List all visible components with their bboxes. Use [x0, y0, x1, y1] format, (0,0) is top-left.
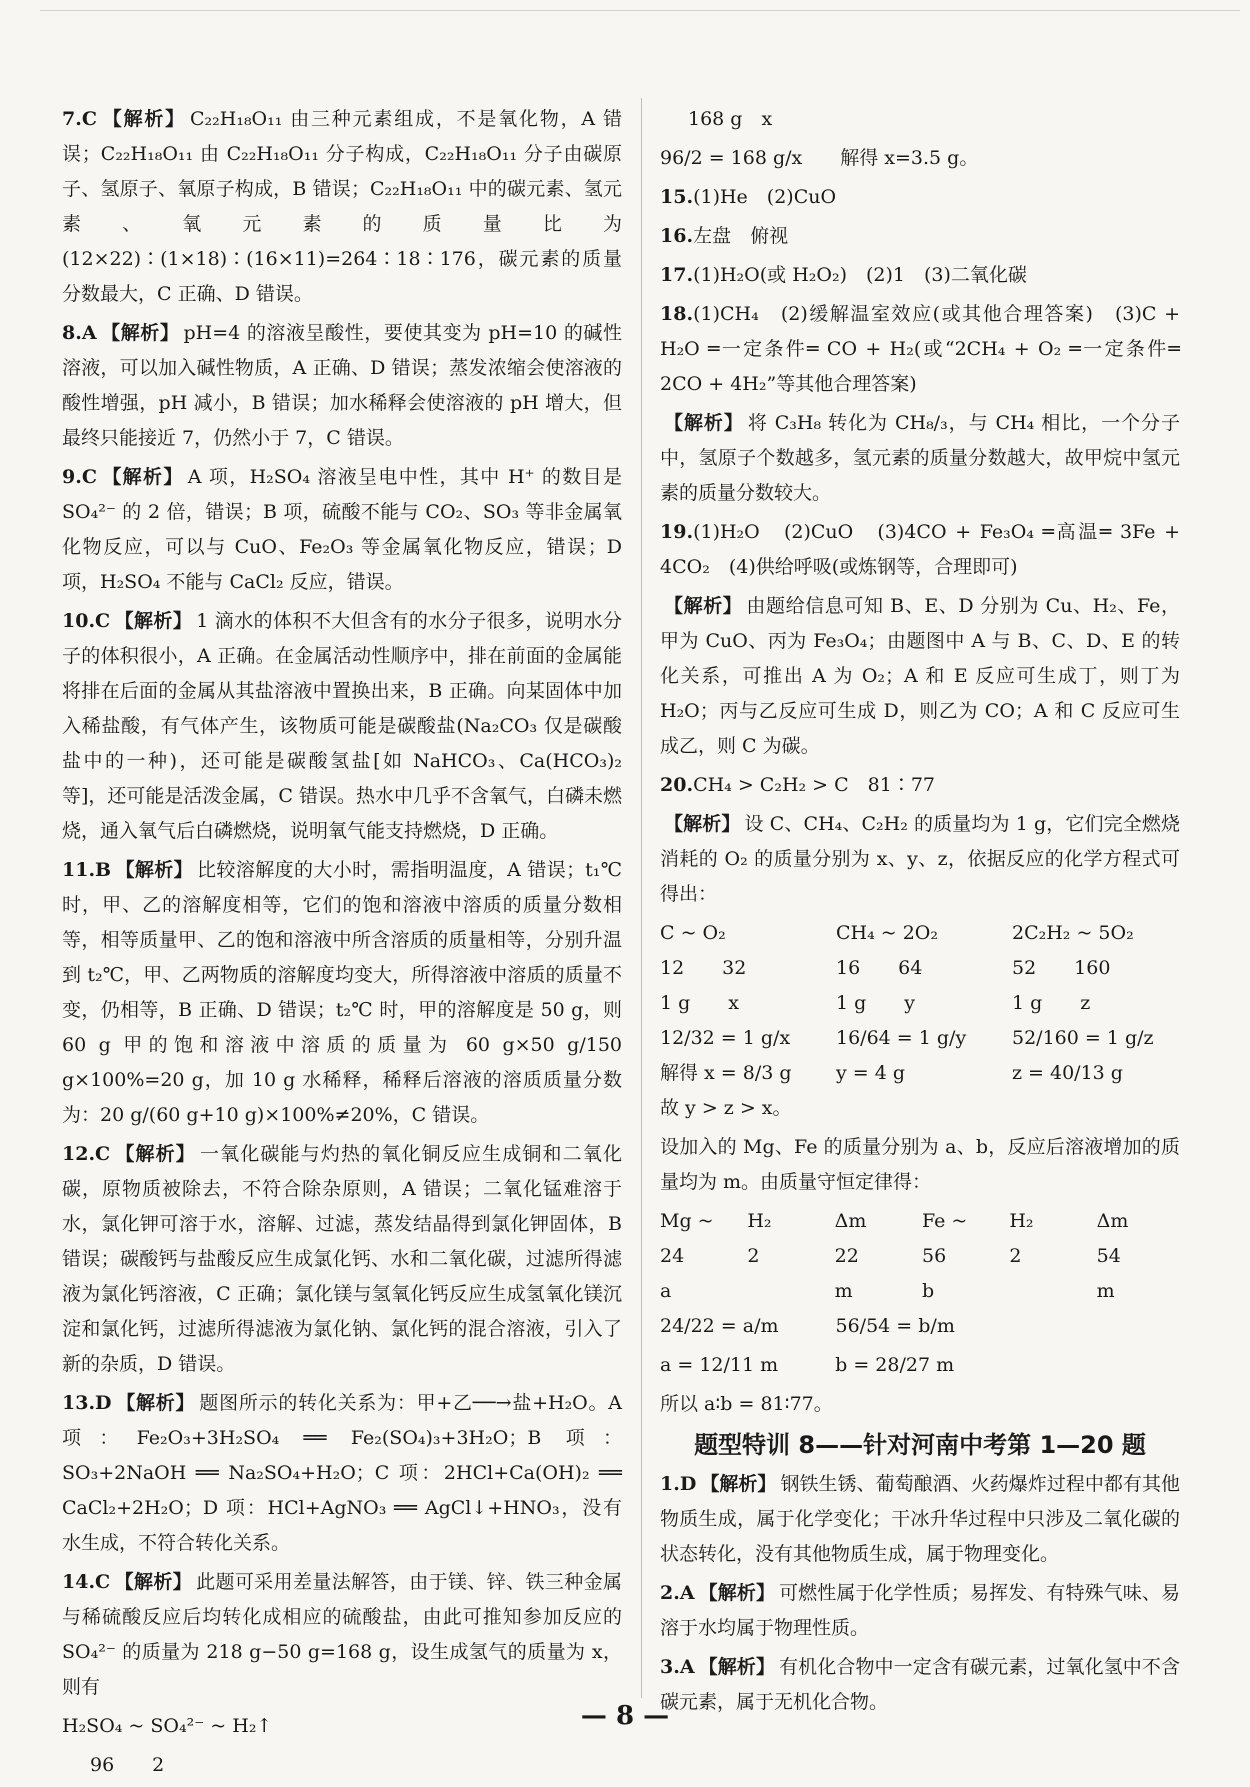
calc-cell: z = 40/13 g: [1012, 1062, 1123, 1084]
calc-cell: 1 g x: [660, 992, 740, 1014]
calc-cell: m: [1096, 1280, 1115, 1302]
calc-cell: Mg ~: [660, 1210, 714, 1232]
calc-cell: [747, 1274, 830, 1309]
calc-cell: 12/32 = 1 g/x: [660, 1027, 791, 1049]
calc-cell: 解得 x = 8/3 g: [660, 1062, 792, 1084]
calc-cell: Fe ~: [922, 1210, 968, 1232]
mg-fe-intro: 设加入的 Mg、Fe 的质量分别为 a、b，反应后溶液增加的质量均为 m。由质量守恒定律得：: [660, 1136, 1180, 1193]
calc-cell: 2C₂H₂ ~ 5O₂: [1012, 922, 1134, 944]
page-number: — 8 —: [580, 1701, 670, 1731]
mg-fe-equation-2: a = 12/11 m b = 28/27 m: [660, 1354, 955, 1376]
answer-20: 20.CH₄ > C₂H₂ > C 81∶77: [660, 774, 936, 796]
calc-cell: m: [834, 1280, 853, 1302]
answer-15: 15.(1)He (2)CuO: [660, 186, 837, 208]
calc-cell: Δm: [834, 1210, 867, 1232]
conclusion-20: 故 y > z > x。: [660, 1097, 792, 1119]
answer-18: 18.(1)CH₄ (2)缓解温室效应(或其他合理答案) (3)C + H₂O ═一定条件═ CO + H₂(或“2CH₄ + O₂ ═一定条件═ 2CO + 4H₂”等其他合理答案): [660, 303, 1180, 395]
analysis-20: 【解析】 设 C、CH₄、C₂H₂ 的质量均为 1 g，它们完全燃烧消耗的 O₂ 的质量分别为 x、y、z，依据反应的化学方程式可得出：: [660, 813, 1180, 905]
calc-cell: [1009, 1274, 1092, 1309]
section-answer-3: 3.A 【解析】 有机化合物中一定含有碳元素，过氧化氢中不含碳元素，属于无机化合物。: [660, 1656, 1180, 1713]
calc-cell: 1 g z: [1012, 992, 1091, 1014]
column-divider: [641, 98, 642, 1698]
calc-cell: Δm: [1096, 1210, 1129, 1232]
calc-cell: y = 4 g: [836, 1062, 906, 1084]
mg-fe-table: [660, 1204, 1180, 1309]
calc-cell: 2: [747, 1245, 760, 1267]
analysis-19: 【解析】 由题给信息可知 B、E、D 分别为 Cu、H₂、Fe，甲为 CuO、丙为 Fe₃O₄；由题图中 A 与 B、C、D、E 的转化关系，可推出 A 为 O₂；A 和 E 反应可生成丁，则丁为 H₂O；丙与乙反应可生成 D，则乙为 CO；A 和 C 反应可生成乙，则 C 为碳。: [660, 595, 1180, 757]
left-column: [62, 102, 622, 1787]
calc-cell: 2: [1009, 1245, 1022, 1267]
calc-14-line3: 168 g x: [688, 108, 773, 130]
calc-cell: a: [660, 1280, 672, 1302]
answer-7: 7.C 【解析】 C₂₂H₁₈O₁₁ 由三种元素组成，不是氧化物，A 错误；C₂₂H₁₈O₁₁ 由 C₂₂H₁₈O₁₁ 分子构成，C₂₂H₁₈O₁₁ 分子由碳原子、氢原子、氧原子构成，B 错误；C₂₂H₁₈O₁₁ 中的碳元素、氢元素、氧元素的质量比为(12×22)∶(1×18)∶(16×11)=264∶18∶176，碳元素的质量分数最大，C 正确、D 错误。: [62, 108, 622, 305]
answer-13: 13.D 【解析】 题图所示的转化关系为：甲+乙──→盐+H₂O。A 项：Fe₂O₃+3H₂SO₄ ══ Fe₂(SO₄)₃+3H₂O；B 项：SO₃+2NaOH ══ Na₂SO₄+H₂O；C 项：2HCl+Ca(OH)₂ ══ CaCl₂+2H₂O；D 项：HCl+AgNO₃ ══ AgCl↓+HNO₃，没有水生成，不符合转化关系。: [62, 1392, 622, 1554]
section-title: 题型特训 8——针对河南中考第 1—20 题: [694, 1431, 1146, 1459]
answer-16: 16.左盘 俯视: [660, 225, 789, 247]
calc-cell: 16 64: [836, 957, 923, 979]
mg-fe-equation-1: 24/22 = a/m 56/54 = b/m: [660, 1315, 955, 1337]
calc-14-line4: 96/2 = 168 g/x 解得 x=3.5 g。: [660, 147, 979, 169]
answer-9: 9.C 【解析】 A 项，H₂SO₄ 溶液呈电中性，其中 H⁺ 的数目是 SO₄²⁻ 的 2 倍，错误；B 项，硫酸不能与 CO₂、SO₃ 等非金属氧化物反应，可以与 CuO、Fe₂O₃ 等金属氧化物反应，错误；D 项，H₂SO₄ 不能与 CaCl₂ 反应，错误。: [62, 466, 622, 593]
calc-cell: 12 32: [660, 957, 747, 979]
answer-14: 14.C 【解析】 此题可采用差量法解答，由于镁、锌、铁三种金属与稀硫酸反应后均转化成相应的硫酸盐，由此可推知参加反应的 SO₄²⁻ 的质量为 218 g−50 g=168 g，设生成氢气的质量为 x，则有: [62, 1571, 622, 1698]
analysis-18: 【解析】 将 C₃H₈ 转化为 CH₈/₃，与 CH₄ 相比，一个分子中，氢原子个数越多，氢元素的质量分数越大，故甲烷中氢元素的质量分数较大。: [660, 412, 1180, 504]
calc-cell: 16/64 = 1 g/y: [836, 1027, 967, 1049]
answer-10: 10.C 【解析】 1 滴水的体积不大但含有的水分子很多，说明水分子的体积很小，A 正确。在金属活动性顺序中，排在前面的金属能将排在后面的金属从其盐溶液中置换出来，B 正确。向某固体中加入稀盐酸，有气体产生，该物质可能是碳酸盐(Na₂CO₃ 仅是碳酸盐中的一种)，还可能是碳酸氢盐[如 NaHCO₃、Ca(HCO₃)₂ 等]，还可能是活泼金属，C 错误。热水中几乎不含氧气，白磷未燃烧，通入氧气后白磷燃烧，说明氧气能支持燃烧，D 正确。: [62, 610, 622, 842]
calc-cell: H₂: [747, 1210, 772, 1232]
calc-cell: 56: [922, 1245, 947, 1267]
answer-8: 8.A 【解析】 pH=4 的溶液呈酸性，要使其变为 pH=10 的碱性溶液，可以加入碱性物质，A 正确、D 错误；蒸发浓缩会使溶液的酸性增强，pH 减小，B 错误；加水稀释会使溶液的 pH 增大，但最终只能接近 7，仍然小于 7，C 错误。: [62, 322, 622, 449]
calc-cell: H₂: [1009, 1210, 1034, 1232]
calc-cell: 22: [834, 1245, 859, 1267]
answer-11: 11.B 【解析】 比较溶解度的大小时，需指明温度，A 错误；t₁℃ 时，甲、乙的溶解度相等，它们的饱和溶液中溶质的质量分数相等，相等质量甲、乙的饱和溶液中所含溶质的质量相等，分别升温到 t₂℃，甲、乙两物质的溶解度均变大，所得溶液中溶质的质量不变，仍相等，B 正确、D 错误；t₂℃ 时，甲的溶解度是 50 g，则 60 g 甲的饱和溶液中溶质的质量为 60 g×50 g/150 g×100%=20 g，加 10 g 水稀释，稀释后溶液的溶质质量分数为：20 g/(60 g+10 g)×100%≠20%，C 错误。: [62, 859, 622, 1126]
calc-cell: b: [922, 1280, 935, 1302]
calc-cell: CH₄ ~ 2O₂: [836, 922, 939, 944]
calc-20-table: [660, 916, 1180, 1091]
mg-fe-result: 所以 a∶b = 81∶77。: [660, 1393, 833, 1415]
calc-cell: 52 160: [1012, 957, 1111, 979]
calc-14-line2: 96 2: [90, 1754, 165, 1776]
calc-cell: 54: [1096, 1245, 1121, 1267]
answer-19: 19.(1)H₂O (2)CuO (3)4CO + Fe₃O₄ ═高温═ 3Fe + 4CO₂ (4)供给呼吸(或炼钢等，合理即可): [660, 521, 1180, 578]
calc-cell: 1 g y: [836, 992, 916, 1014]
section-answer-1: 1.D 【解析】 钢铁生锈、葡萄酿酒、火药爆炸过程中都有其他物质生成，属于化学变化；干冰升华过程中只涉及二氧化碳的状态转化，没有其他物质生成，属于物理变化。: [660, 1473, 1180, 1565]
calc-cell: C ~ O₂: [660, 922, 726, 944]
calc-cell: 24: [660, 1245, 685, 1267]
answer-12: 12.C 【解析】 一氧化碳能与灼热的氧化铜反应生成铜和二氧化碳，原物质被除去，不符合除杂原则，A 错误；二氧化锰难溶于水，氯化钾可溶于水，溶解、过滤，蒸发结晶得到氯化钾固体，B 错误；碳酸钙与盐酸反应生成氯化钙、水和二氧化碳，过滤所得滤液为氯化钙溶液，C 正确；氯化镁与氢氧化钙反应生成氢氧化镁沉淀和氯化钙，过滤所得滤液为氯化钠、氯化钙的混合溶液，引入了新的杂质，D 错误。: [62, 1143, 622, 1375]
calc-14-line1: H₂SO₄ ~ SO₄²⁻ ~ H₂↑: [62, 1715, 273, 1737]
answer-17: 17.(1)H₂O(或 H₂O₂) (2)1 (3)二氧化碳: [660, 264, 1027, 286]
section-answer-2: 2.A 【解析】 可燃性属于化学性质；易挥发、有特殊气味、易溶于水均属于物理性质。: [660, 1582, 1180, 1639]
calc-cell: 52/160 = 1 g/z: [1012, 1027, 1154, 1049]
right-column: [660, 102, 1180, 1724]
top-rule: [40, 10, 1240, 11]
